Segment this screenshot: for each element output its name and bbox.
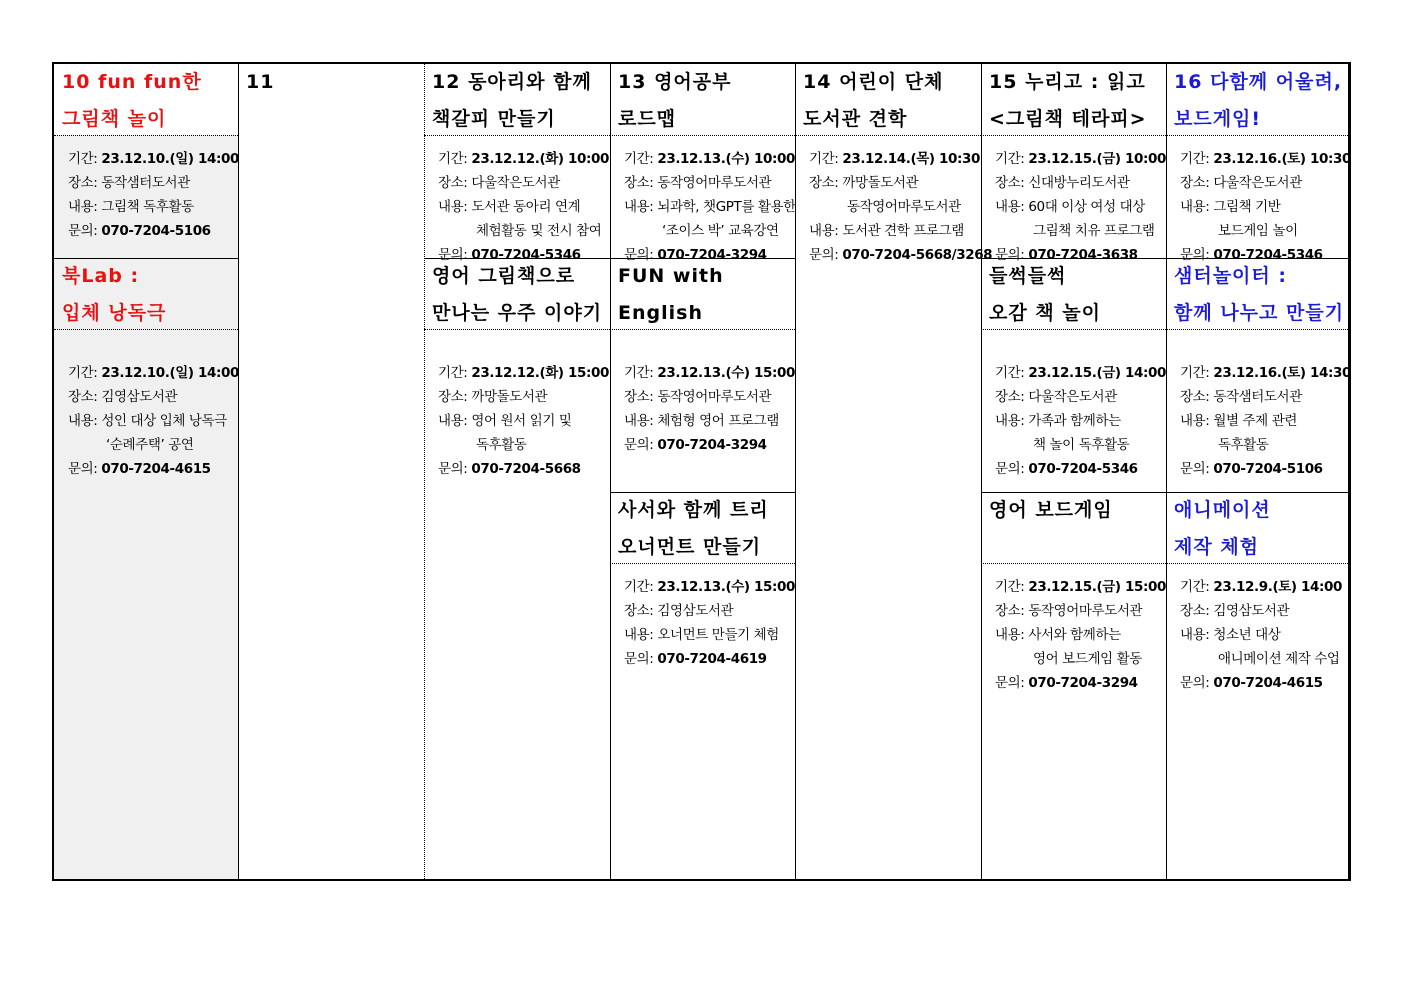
event-period bbox=[1180, 147, 1351, 171]
event-place-label: 장소: bbox=[809, 175, 839, 191]
weekly-event-calendar bbox=[52, 62, 1351, 881]
column-divider bbox=[610, 64, 611, 879]
event-place-value: 동작영어마루도서관 bbox=[657, 175, 772, 191]
event-contact-value: 070-7204-5346 bbox=[471, 247, 581, 263]
event-content bbox=[68, 409, 236, 433]
event-title-line: 도서관 견학 bbox=[803, 108, 908, 130]
event-contact-value: 070-7204-5668 bbox=[471, 461, 581, 477]
event-content-label: 내용: bbox=[624, 413, 654, 429]
event-place bbox=[995, 599, 1164, 623]
event-content-label: 내용: bbox=[624, 627, 654, 643]
event-period-label: 기간: bbox=[1180, 365, 1210, 381]
event-info bbox=[438, 147, 608, 267]
event-content-continued: 애니메이션 제작 수업 bbox=[1218, 651, 1340, 667]
event-place-value: 신대방누리도서관 bbox=[1028, 175, 1130, 191]
event-period-label: 기간: bbox=[995, 365, 1025, 381]
event-title-text: 동아리와 함께 bbox=[468, 71, 592, 93]
event-place-continued: 동작영어마루도서관 bbox=[847, 199, 961, 215]
event-place-value: 김영삼도서관 bbox=[1213, 603, 1290, 619]
event-place bbox=[68, 171, 236, 195]
event-content-value: 뇌과학, 챗GPT를 활용한 bbox=[657, 199, 796, 215]
event-title-line: 함께 나누고 만들기 bbox=[1174, 302, 1345, 324]
event-contact-label: 문의: bbox=[438, 461, 468, 477]
event-title-line: 영어 그림책으로 bbox=[432, 265, 576, 287]
event-period-label: 기간: bbox=[624, 151, 654, 167]
event-info bbox=[624, 147, 796, 267]
event-place-label: 장소: bbox=[1180, 389, 1210, 405]
day-number: 10 bbox=[62, 71, 91, 93]
event-contact bbox=[1180, 457, 1348, 481]
event-contact-value: 070-7204-5106 bbox=[101, 223, 211, 239]
event-content-label: 내용: bbox=[438, 199, 468, 215]
event-contact-value: 070-7204-5668/3268 bbox=[842, 247, 993, 263]
title-underline bbox=[981, 563, 1166, 564]
event-info bbox=[438, 361, 608, 481]
event-place-value: 김영삼도서관 bbox=[101, 389, 178, 405]
event-content-label: 내용: bbox=[68, 199, 98, 215]
event-place bbox=[68, 385, 236, 409]
event-period-value: 23.12.10.(일) 14:00 bbox=[101, 151, 239, 167]
event-content bbox=[438, 409, 608, 433]
event-contact-label: 문의: bbox=[68, 223, 98, 239]
event-content-continued: 독후활동 bbox=[1218, 437, 1269, 453]
event-period-label: 기간: bbox=[995, 579, 1025, 595]
event-place-value: 동작영어마루도서관 bbox=[1028, 603, 1143, 619]
event-period bbox=[624, 147, 793, 171]
event-title-line: 만나는 우주 이야기 bbox=[432, 302, 603, 324]
event-title-text: fun fun한 bbox=[98, 71, 202, 93]
event-title-text: 영어공부 bbox=[654, 71, 732, 93]
event-title bbox=[62, 258, 236, 332]
event-content-continued: 책 놀이 독후활동 bbox=[1033, 437, 1130, 453]
event-contact-label: 문의: bbox=[1180, 461, 1210, 477]
event-title-line bbox=[989, 64, 1164, 101]
event-content-value: 그림책 기반 bbox=[1213, 199, 1281, 215]
event-period bbox=[1180, 361, 1351, 385]
event-title-line bbox=[432, 64, 608, 101]
event-title-line: 오감 책 놀이 bbox=[989, 302, 1101, 324]
event-content-label: 내용: bbox=[438, 413, 468, 429]
event-period-value: 23.12.14.(목) 10:30 bbox=[842, 151, 980, 167]
day-number: 14 bbox=[803, 71, 832, 93]
event-title bbox=[618, 492, 793, 566]
event-place-value: 동작영어마루도서관 bbox=[657, 389, 772, 405]
event-contact-value: 070-7204-3638 bbox=[1028, 247, 1138, 263]
event-period-value: 23.12.16.(토) 14:30 bbox=[1213, 365, 1351, 381]
event-contact bbox=[1180, 671, 1348, 695]
event-title bbox=[618, 64, 793, 138]
event-contact-value: 070-7204-5346 bbox=[1028, 461, 1138, 477]
event-place bbox=[1180, 171, 1348, 195]
event-contact-value: 070-7204-4615 bbox=[1213, 675, 1323, 691]
event-title-line: 오너먼트 만들기 bbox=[618, 536, 762, 558]
event-content bbox=[624, 195, 796, 219]
event-contact-value: 070-7204-4615 bbox=[101, 461, 211, 477]
event-content-continued: 체험활동 및 전시 참여 bbox=[476, 223, 602, 239]
event-content-label: 내용: bbox=[1180, 627, 1210, 643]
event-place bbox=[1180, 599, 1348, 623]
event-title-text: 어린이 단체 bbox=[839, 71, 944, 93]
event-info bbox=[68, 147, 239, 243]
column-divider bbox=[238, 64, 239, 879]
event-title-line bbox=[1174, 64, 1348, 101]
event-contact bbox=[995, 457, 1164, 481]
event-content-value: 도서관 동아리 연계 bbox=[471, 199, 581, 215]
event-period bbox=[68, 361, 239, 385]
event-period bbox=[1180, 575, 1348, 599]
event-place-value: 까망돌도서관 bbox=[842, 175, 919, 191]
event-period bbox=[438, 147, 608, 171]
event-place-value: 동작샘터도서관 bbox=[1213, 389, 1302, 405]
event-content-label: 내용: bbox=[624, 199, 654, 215]
event-title bbox=[989, 258, 1164, 332]
event-period bbox=[995, 575, 1164, 599]
event-title bbox=[618, 258, 793, 332]
event-content bbox=[1180, 195, 1348, 219]
event-contact-label: 문의: bbox=[1180, 675, 1210, 691]
event-content bbox=[995, 195, 1164, 219]
event-title-line: 들썩들썩 bbox=[989, 265, 1067, 287]
event-title-line: 책갈피 만들기 bbox=[432, 108, 556, 130]
event-period-label: 기간: bbox=[438, 151, 468, 167]
event-period-label: 기간: bbox=[995, 151, 1025, 167]
event-period bbox=[68, 147, 239, 171]
event-title-line: English bbox=[618, 302, 703, 324]
event-period-value: 23.12.13.(수) 15:00 bbox=[657, 365, 795, 381]
column-divider bbox=[981, 64, 982, 879]
event-content bbox=[809, 219, 979, 243]
event-content bbox=[995, 623, 1164, 647]
event-info bbox=[1180, 361, 1351, 481]
event-place-value: 다울작은도서관 bbox=[1213, 175, 1302, 191]
event-content-continued: 그림책 치유 프로그램 bbox=[1033, 223, 1155, 239]
event-content-label: 내용: bbox=[68, 413, 98, 429]
event-content-value: 체험형 영어 프로그램 bbox=[657, 413, 779, 429]
event-content bbox=[1180, 623, 1348, 647]
event-contact bbox=[68, 457, 236, 481]
event-contact-label: 문의: bbox=[624, 651, 654, 667]
event-info bbox=[624, 575, 793, 671]
event-contact-value: 070-7204-3294 bbox=[1028, 675, 1138, 691]
event-content-value: 도서관 견학 프로그램 bbox=[842, 223, 964, 239]
event-period-value: 23.12.10.(일) 14:00 bbox=[101, 365, 239, 381]
event-place-label: 장소: bbox=[995, 175, 1025, 191]
event-title-line: <그림책 테라피> bbox=[989, 108, 1147, 130]
event-title bbox=[803, 64, 979, 138]
event-contact-value: 070-7204-4619 bbox=[657, 651, 767, 667]
event-period-value: 23.12.13.(수) 15:00 bbox=[657, 579, 795, 595]
day-number: 12 bbox=[432, 71, 461, 93]
event-content-value: 영어 원서 읽기 및 bbox=[471, 413, 572, 429]
event-period-value: 23.12.9.(토) 14:00 bbox=[1213, 579, 1342, 595]
event-content bbox=[438, 195, 608, 219]
event-content-label: 내용: bbox=[995, 199, 1025, 215]
event-info bbox=[995, 147, 1164, 267]
event-place-label: 장소: bbox=[438, 389, 468, 405]
event-period bbox=[438, 361, 608, 385]
event-period-label: 기간: bbox=[1180, 579, 1210, 595]
event-place bbox=[438, 385, 608, 409]
column-divider bbox=[424, 64, 425, 879]
event-period-value: 23.12.16.(토) 10:30 bbox=[1213, 151, 1351, 167]
event-content-label: 내용: bbox=[1180, 199, 1210, 215]
event-period-value: 23.12.15.(금) 10:00 bbox=[1028, 151, 1166, 167]
event-title-line bbox=[803, 64, 979, 101]
column-divider bbox=[795, 64, 796, 879]
event-period-value: 23.12.13.(수) 10:00 bbox=[657, 151, 795, 167]
event-period bbox=[995, 361, 1164, 385]
event-content-label: 내용: bbox=[995, 413, 1025, 429]
event-period bbox=[809, 147, 979, 171]
event-title-line: 그림책 놀이 bbox=[62, 108, 167, 130]
event-title-line: 로드맵 bbox=[618, 108, 677, 130]
event-content-continued: 영어 보드게임 활동 bbox=[1033, 651, 1142, 667]
day-number: 15 bbox=[989, 71, 1018, 93]
event-title bbox=[432, 64, 608, 138]
event-title bbox=[1174, 492, 1348, 566]
event-title-line bbox=[62, 64, 236, 101]
event-info bbox=[68, 361, 239, 481]
event-place bbox=[624, 599, 793, 623]
event-content-label: 내용: bbox=[995, 627, 1025, 643]
event-content bbox=[624, 623, 793, 647]
event-title-text: 다함께 어울려, bbox=[1210, 71, 1343, 93]
event-title-line bbox=[618, 64, 793, 101]
event-content bbox=[1180, 409, 1348, 433]
event-content bbox=[624, 409, 793, 433]
event-content-value: 오너먼트 만들기 체험 bbox=[657, 627, 779, 643]
event-content-value: 월별 주제 관련 bbox=[1213, 413, 1297, 429]
event-contact bbox=[438, 457, 608, 481]
event-contact bbox=[624, 433, 793, 457]
event-content-value: 사서와 함께하는 bbox=[1028, 627, 1121, 643]
event-place-label: 장소: bbox=[624, 603, 654, 619]
event-contact bbox=[68, 219, 236, 243]
event-place-label: 장소: bbox=[995, 603, 1025, 619]
event-place bbox=[995, 385, 1164, 409]
day-number: 16 bbox=[1174, 71, 1203, 93]
event-title-line: 제작 체험 bbox=[1174, 536, 1260, 558]
event-title-line: 보드게임! bbox=[1174, 108, 1262, 130]
event-content-continued: ‘조이스 박’ 교육강연 bbox=[662, 223, 779, 239]
event-title-line: 입체 낭독극 bbox=[62, 302, 167, 324]
event-info bbox=[1180, 575, 1348, 695]
event-title-line: 애니메이션 bbox=[1174, 499, 1271, 521]
event-period bbox=[995, 147, 1164, 171]
event-place bbox=[624, 385, 793, 409]
event-title bbox=[1174, 64, 1348, 138]
event-content bbox=[995, 409, 1164, 433]
event-period-label: 기간: bbox=[809, 151, 839, 167]
event-title-text: 누리고 : 읽고 bbox=[1025, 71, 1146, 93]
event-contact-value: 070-7204-5106 bbox=[1213, 461, 1323, 477]
event-info bbox=[995, 361, 1164, 481]
event-place-value: 다울작은도서관 bbox=[1028, 389, 1117, 405]
event-period-label: 기간: bbox=[1180, 151, 1210, 167]
event-content-value: 60대 이상 여성 대상 bbox=[1028, 199, 1145, 215]
event-content-continued: 보드게임 놀이 bbox=[1218, 223, 1298, 239]
event-title-line: 사서와 함께 트리 bbox=[618, 499, 769, 521]
event-period-label: 기간: bbox=[438, 365, 468, 381]
event-period bbox=[624, 575, 793, 599]
event-place-label: 장소: bbox=[68, 389, 98, 405]
sunday-column-background bbox=[54, 135, 238, 879]
event-contact bbox=[624, 647, 793, 671]
event-contact bbox=[995, 671, 1164, 695]
event-contact-label: 문의: bbox=[809, 247, 839, 263]
event-info bbox=[1180, 147, 1351, 267]
event-contact-label: 문의: bbox=[1180, 247, 1210, 263]
event-period-value: 23.12.15.(금) 15:00 bbox=[1028, 579, 1166, 595]
event-contact-label: 문의: bbox=[995, 247, 1025, 263]
event-place-value: 동작샘터도서관 bbox=[101, 175, 190, 191]
event-content-value: 가족과 함께하는 bbox=[1028, 413, 1121, 429]
event-period-label: 기간: bbox=[68, 365, 98, 381]
event-place bbox=[995, 171, 1164, 195]
event-title bbox=[989, 492, 1164, 529]
event-place bbox=[624, 171, 793, 195]
event-period-label: 기간: bbox=[624, 365, 654, 381]
event-contact-label: 문의: bbox=[68, 461, 98, 477]
event-place-value: 김영삼도서관 bbox=[657, 603, 734, 619]
event-title-line: 영어 보드게임 bbox=[989, 499, 1113, 521]
event-content-continued: ‘순례주택’ 공연 bbox=[106, 437, 194, 453]
event-content-continued: 독후활동 bbox=[476, 437, 527, 453]
event-content bbox=[68, 195, 236, 219]
event-place-label: 장소: bbox=[68, 175, 98, 191]
event-content-value: 그림책 독후활동 bbox=[101, 199, 194, 215]
event-title bbox=[989, 64, 1164, 138]
event-contact-label: 문의: bbox=[624, 247, 654, 263]
event-content-value: 성인 대상 입체 낭독극 bbox=[101, 413, 227, 429]
column-divider bbox=[1166, 64, 1167, 879]
event-title-line: 샘터놀이터 : bbox=[1174, 265, 1287, 287]
event-content-label: 내용: bbox=[809, 223, 839, 239]
event-place-value: 까망돌도서관 bbox=[471, 389, 548, 405]
event-contact-value: 070-7204-3294 bbox=[657, 247, 767, 263]
event-place bbox=[809, 171, 979, 195]
event-contact-label: 문의: bbox=[438, 247, 468, 263]
event-place-label: 장소: bbox=[438, 175, 468, 191]
event-info bbox=[624, 361, 793, 457]
event-title bbox=[432, 258, 608, 332]
event-info bbox=[995, 575, 1164, 695]
event-info bbox=[809, 147, 993, 267]
event-place-label: 장소: bbox=[995, 389, 1025, 405]
event-place-label: 장소: bbox=[624, 389, 654, 405]
event-place bbox=[438, 171, 608, 195]
event-place-value: 다울작은도서관 bbox=[471, 175, 560, 191]
event-place-label: 장소: bbox=[1180, 603, 1210, 619]
day-number: 13 bbox=[618, 71, 647, 93]
event-period-value: 23.12.12.(화) 10:00 bbox=[471, 151, 609, 167]
event-period-label: 기간: bbox=[68, 151, 98, 167]
event-period-value: 23.12.15.(금) 14:00 bbox=[1028, 365, 1166, 381]
event-contact-value: 070-7204-3294 bbox=[657, 437, 767, 453]
event-place bbox=[1180, 385, 1348, 409]
day-number-text: 11 bbox=[246, 71, 275, 93]
event-contact bbox=[809, 243, 993, 267]
event-title-line: 북Lab : bbox=[62, 265, 140, 287]
event-contact-label: 문의: bbox=[995, 675, 1025, 691]
event-place-label: 장소: bbox=[1180, 175, 1210, 191]
event-contact-label: 문의: bbox=[995, 461, 1025, 477]
event-title-line: FUN with bbox=[618, 265, 724, 287]
event-contact-label: 문의: bbox=[624, 437, 654, 453]
event-period-label: 기간: bbox=[624, 579, 654, 595]
event-period bbox=[624, 361, 793, 385]
event-period-value: 23.12.12.(화) 15:00 bbox=[471, 365, 609, 381]
event-title bbox=[62, 64, 236, 138]
event-title bbox=[1174, 258, 1348, 332]
event-place-label: 장소: bbox=[624, 175, 654, 191]
event-content-value: 청소년 대상 bbox=[1213, 627, 1281, 643]
event-content-label: 내용: bbox=[1180, 413, 1210, 429]
event-contact-value: 070-7204-5346 bbox=[1213, 247, 1323, 263]
